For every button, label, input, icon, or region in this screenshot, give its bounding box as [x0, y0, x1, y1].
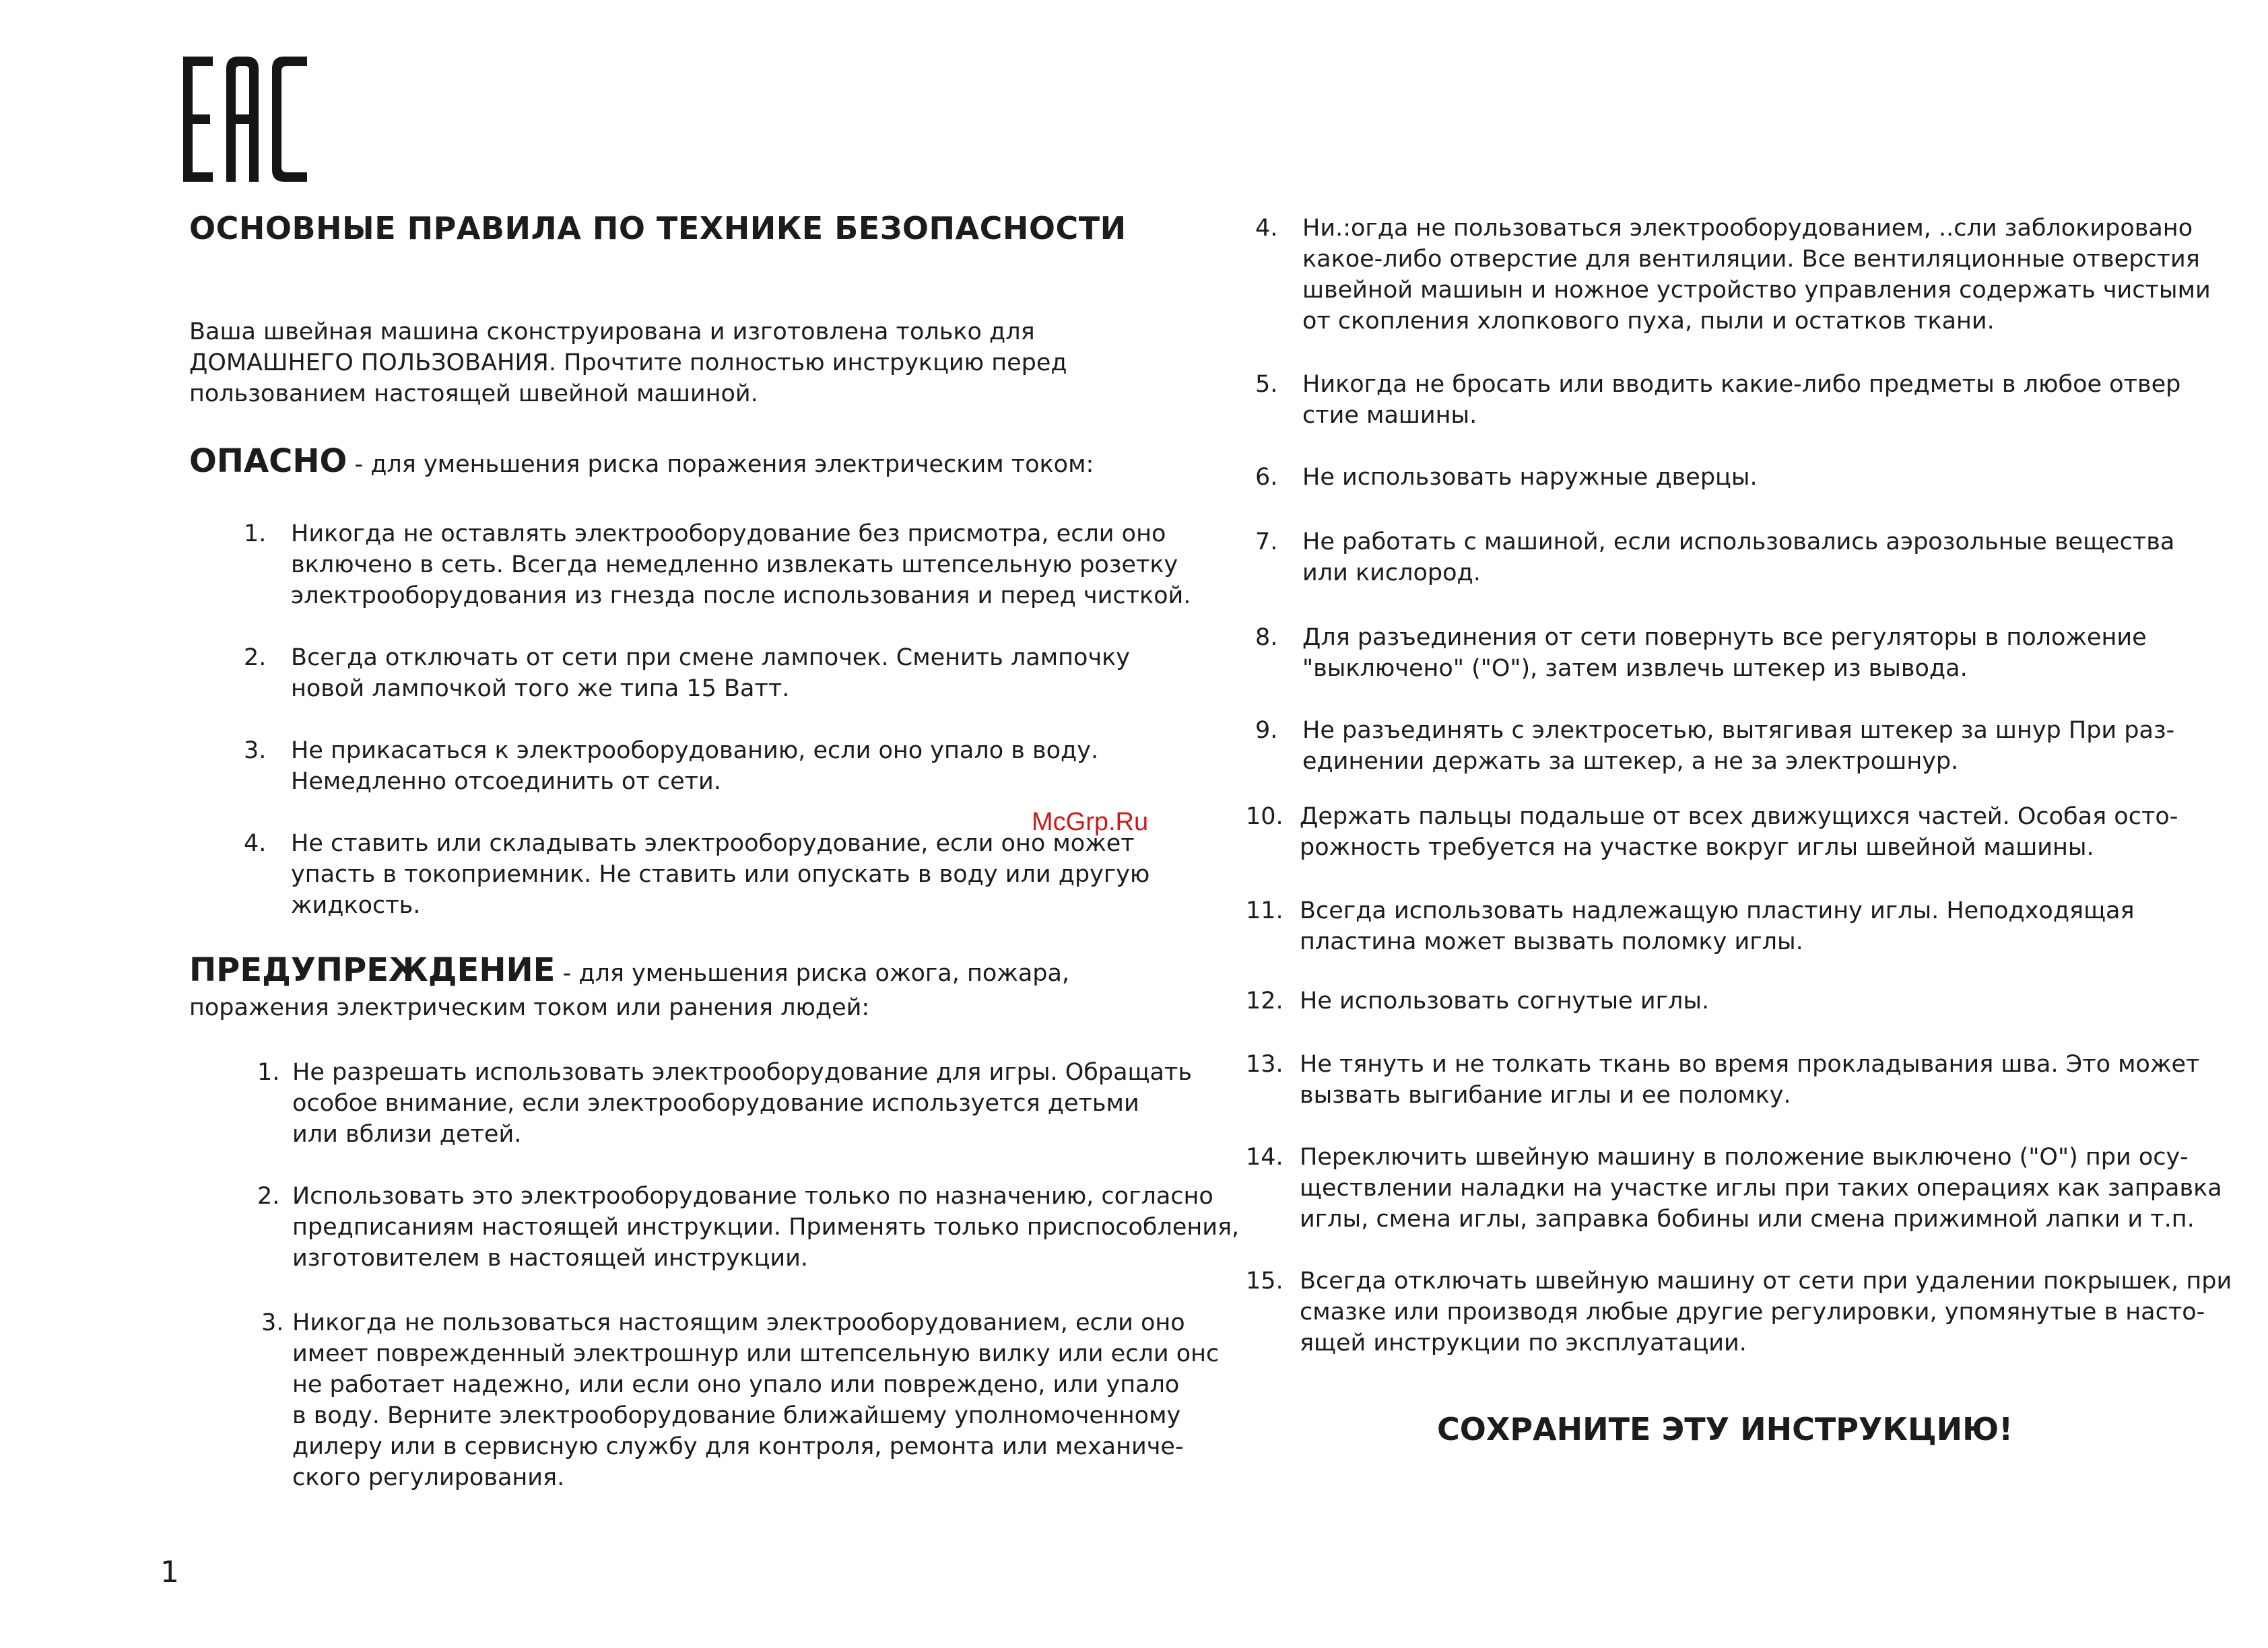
item-line: Переключить швейную машину в положение выключено ("О") при осу- — [1300, 1144, 2189, 1171]
item-line: Всегда отключать от сети при смене лампочек. Сменить лампочку — [291, 644, 1130, 671]
page-title: ОСНОВНЫЕ ПРАВИЛА ПО ТЕХНИКЕ БЕЗОПАСНОСТИ — [189, 210, 1127, 246]
watermark: McGrp.Ru — [1032, 808, 1149, 836]
item-number: 13. — [1246, 1051, 1283, 1078]
intro-paragraph — [189, 316, 1240, 409]
item-number: 4. — [1255, 215, 1278, 242]
item-number: 8. — [1255, 624, 1278, 651]
item-line: упасть в токоприемник. Не ставить или опускать в воду или другую — [291, 861, 1150, 888]
item-line: единении держать за штекер, а не за электрошнур. — [1302, 748, 1959, 775]
item-line: "выключено" ("О"), затем извлечь штекер из вывода. — [1302, 655, 1968, 682]
item-line: Никогда не оставлять электрооборудование без присмотра, если оно — [291, 520, 1166, 547]
item-line: швейной машиын и ножное устройство управления содержать чистыми — [1302, 277, 2211, 304]
save-instructions-note: СОХРАНИТЕ ЭТУ ИНСТРУКЦИЮ! — [1437, 1411, 2013, 1447]
intro-line: пользованием настоящей швейной машиной. — [189, 380, 758, 407]
item-number: 3. — [261, 1309, 284, 1336]
item-line: особое внимание, если электрооборудование используется детьми — [292, 1090, 1139, 1117]
item-line: включено в сеть. Всегда немедленно извлекать штепсельную розетку — [291, 551, 1178, 578]
item-line: Не ставить или складывать электрооборудование, если оно может — [291, 830, 1135, 857]
item-line: не работает надежно, или если оно упало или повреждено, или упало — [292, 1371, 1180, 1398]
item-line: дилеру или в сервисную службу для контроля, ремонта или механиче- — [292, 1433, 1184, 1460]
item-line: иглы, смена иглы, заправка бобины или смена прижимной лапки и т.п. — [1300, 1206, 2195, 1233]
item-number: 15. — [1246, 1268, 1283, 1295]
item-line: какое-либо отверстие для вентиляции. Все вентиляционные отверстия — [1302, 246, 2200, 273]
page-number: 1 — [160, 1555, 179, 1589]
item-line: в воду. Верните электрооборудование ближайшему уполномоченному — [292, 1402, 1181, 1429]
item-line: Не разрешать использовать электрооборудование для игры. Обращать — [292, 1059, 1192, 1086]
item-line: Никогда не пользоваться настоящим электрооборудованием, если оно — [292, 1309, 1185, 1336]
item-line: стие машины. — [1302, 402, 1477, 429]
item-line: Не использовать согнутые иглы. — [1300, 988, 1710, 1015]
item-line: или вблизи детей. — [292, 1121, 522, 1148]
item-line: Ни.:огда не пользоваться электрооборудованием, ..сли заблокировано — [1302, 215, 2193, 242]
item-line: новой лампочкой того же типа 15 Ватт. — [291, 675, 790, 702]
item-number: 1. — [244, 520, 267, 547]
item-line: Использовать это электрооборудование только по назначению, согласно — [292, 1183, 1213, 1210]
item-line: ского регулирования. — [292, 1464, 565, 1491]
item-line: рожность требуется на участке вокруг иглы швейной машины. — [1300, 834, 2094, 861]
item-number: 9. — [1255, 717, 1278, 744]
item-line: Всегда использовать надлежащую пластину иглы. Неподходящая — [1300, 897, 2135, 924]
item-line: смазке или производя любые другие регулировки, упомянутые в насто- — [1300, 1299, 2205, 1326]
item-number: 11. — [1246, 897, 1283, 924]
item-line: Всегда отключать швейную машину от сети при удалении покрышек, при — [1300, 1268, 2232, 1295]
intro-line: ДОМАШНЕГО ПОЛЬЗОВАНИЯ. Прочтите полностью инструкцию перед — [189, 349, 1067, 376]
item-line: Не прикасаться к электрооборудованию, если оно упало в воду. — [291, 737, 1099, 764]
item-line: Никогда не бросать или вводить какие-либо предметы в любое отвер — [1302, 371, 2181, 398]
item-number: 10. — [1246, 803, 1283, 830]
warning-description-line2: поражения электрическим током или ранения людей: — [189, 994, 870, 1021]
danger-label: ОПАСНО — [189, 442, 347, 480]
item-number: 5. — [1255, 371, 1278, 398]
item-number: 4. — [244, 830, 267, 857]
item-line: жидкость. — [291, 892, 421, 919]
warning-description: - для уменьшения риска ожога, пожара, — [555, 960, 1070, 987]
item-number: 14. — [1246, 1144, 1283, 1171]
item-line: изготовителем в настоящей инструкции. — [292, 1245, 809, 1272]
item-number: 2. — [244, 644, 267, 671]
intro-line: Ваша швейная машина сконструирована и изготовлена только для — [189, 318, 1035, 345]
item-number: 1. — [257, 1059, 280, 1086]
item-number: 6. — [1255, 464, 1278, 491]
item-line: ящей инструкции по эксплуатации. — [1300, 1330, 1747, 1357]
item-line: электрооборудования из гнезда после использования и перед чисткой. — [291, 582, 1191, 609]
item-line: имеет поврежденный электрошнур или штепсельную вилку или если онс — [292, 1340, 1220, 1367]
item-line: вызвать выгибание иглы и ее поломку. — [1300, 1082, 1791, 1109]
item-line: Держать пальцы подальше от всех движущихся частей. Особая осто- — [1300, 803, 2178, 830]
item-line: Не работать с машиной, если использовались аэрозольные вещества — [1302, 528, 2175, 555]
item-number: 7. — [1255, 528, 1278, 555]
warning-label: ПРЕДУПРЕЖДЕНИЕ — [189, 951, 556, 989]
item-number: 3. — [244, 737, 267, 764]
danger-description: - для уменьшения риска поражения электрическим током: — [347, 451, 1094, 478]
item-line: пластина может вызвать поломку иглы. — [1300, 928, 1803, 955]
item-line: от скопления хлопкового пуха, пыли и остатков ткани. — [1302, 308, 1995, 335]
warning-heading — [189, 951, 1070, 989]
item-line: Немедленно отсоединить от сети. — [291, 768, 721, 795]
item-line: Не использовать наружные дверцы. — [1302, 464, 1758, 491]
eac-logo — [182, 57, 310, 182]
item-number: 12. — [1246, 988, 1283, 1015]
item-line: или кислород. — [1302, 559, 1481, 586]
item-line: предписаниям настоящей инструкции. Применять только приспособления, — [292, 1214, 1240, 1241]
item-line: Для разъединения от сети повернуть все регуляторы в положение — [1302, 624, 2147, 651]
danger-heading — [189, 442, 1094, 480]
item-line: Не разъединять с электросетью, вытягивая штекер за шнур При раз- — [1302, 717, 2175, 744]
item-line: Не тянуть и не толкать ткань во время прокладывания шва. Это может — [1300, 1051, 2200, 1078]
item-number: 2. — [257, 1183, 280, 1210]
item-line: ществлении наладки на участке иглы при таких операциях как заправка — [1300, 1175, 2222, 1202]
